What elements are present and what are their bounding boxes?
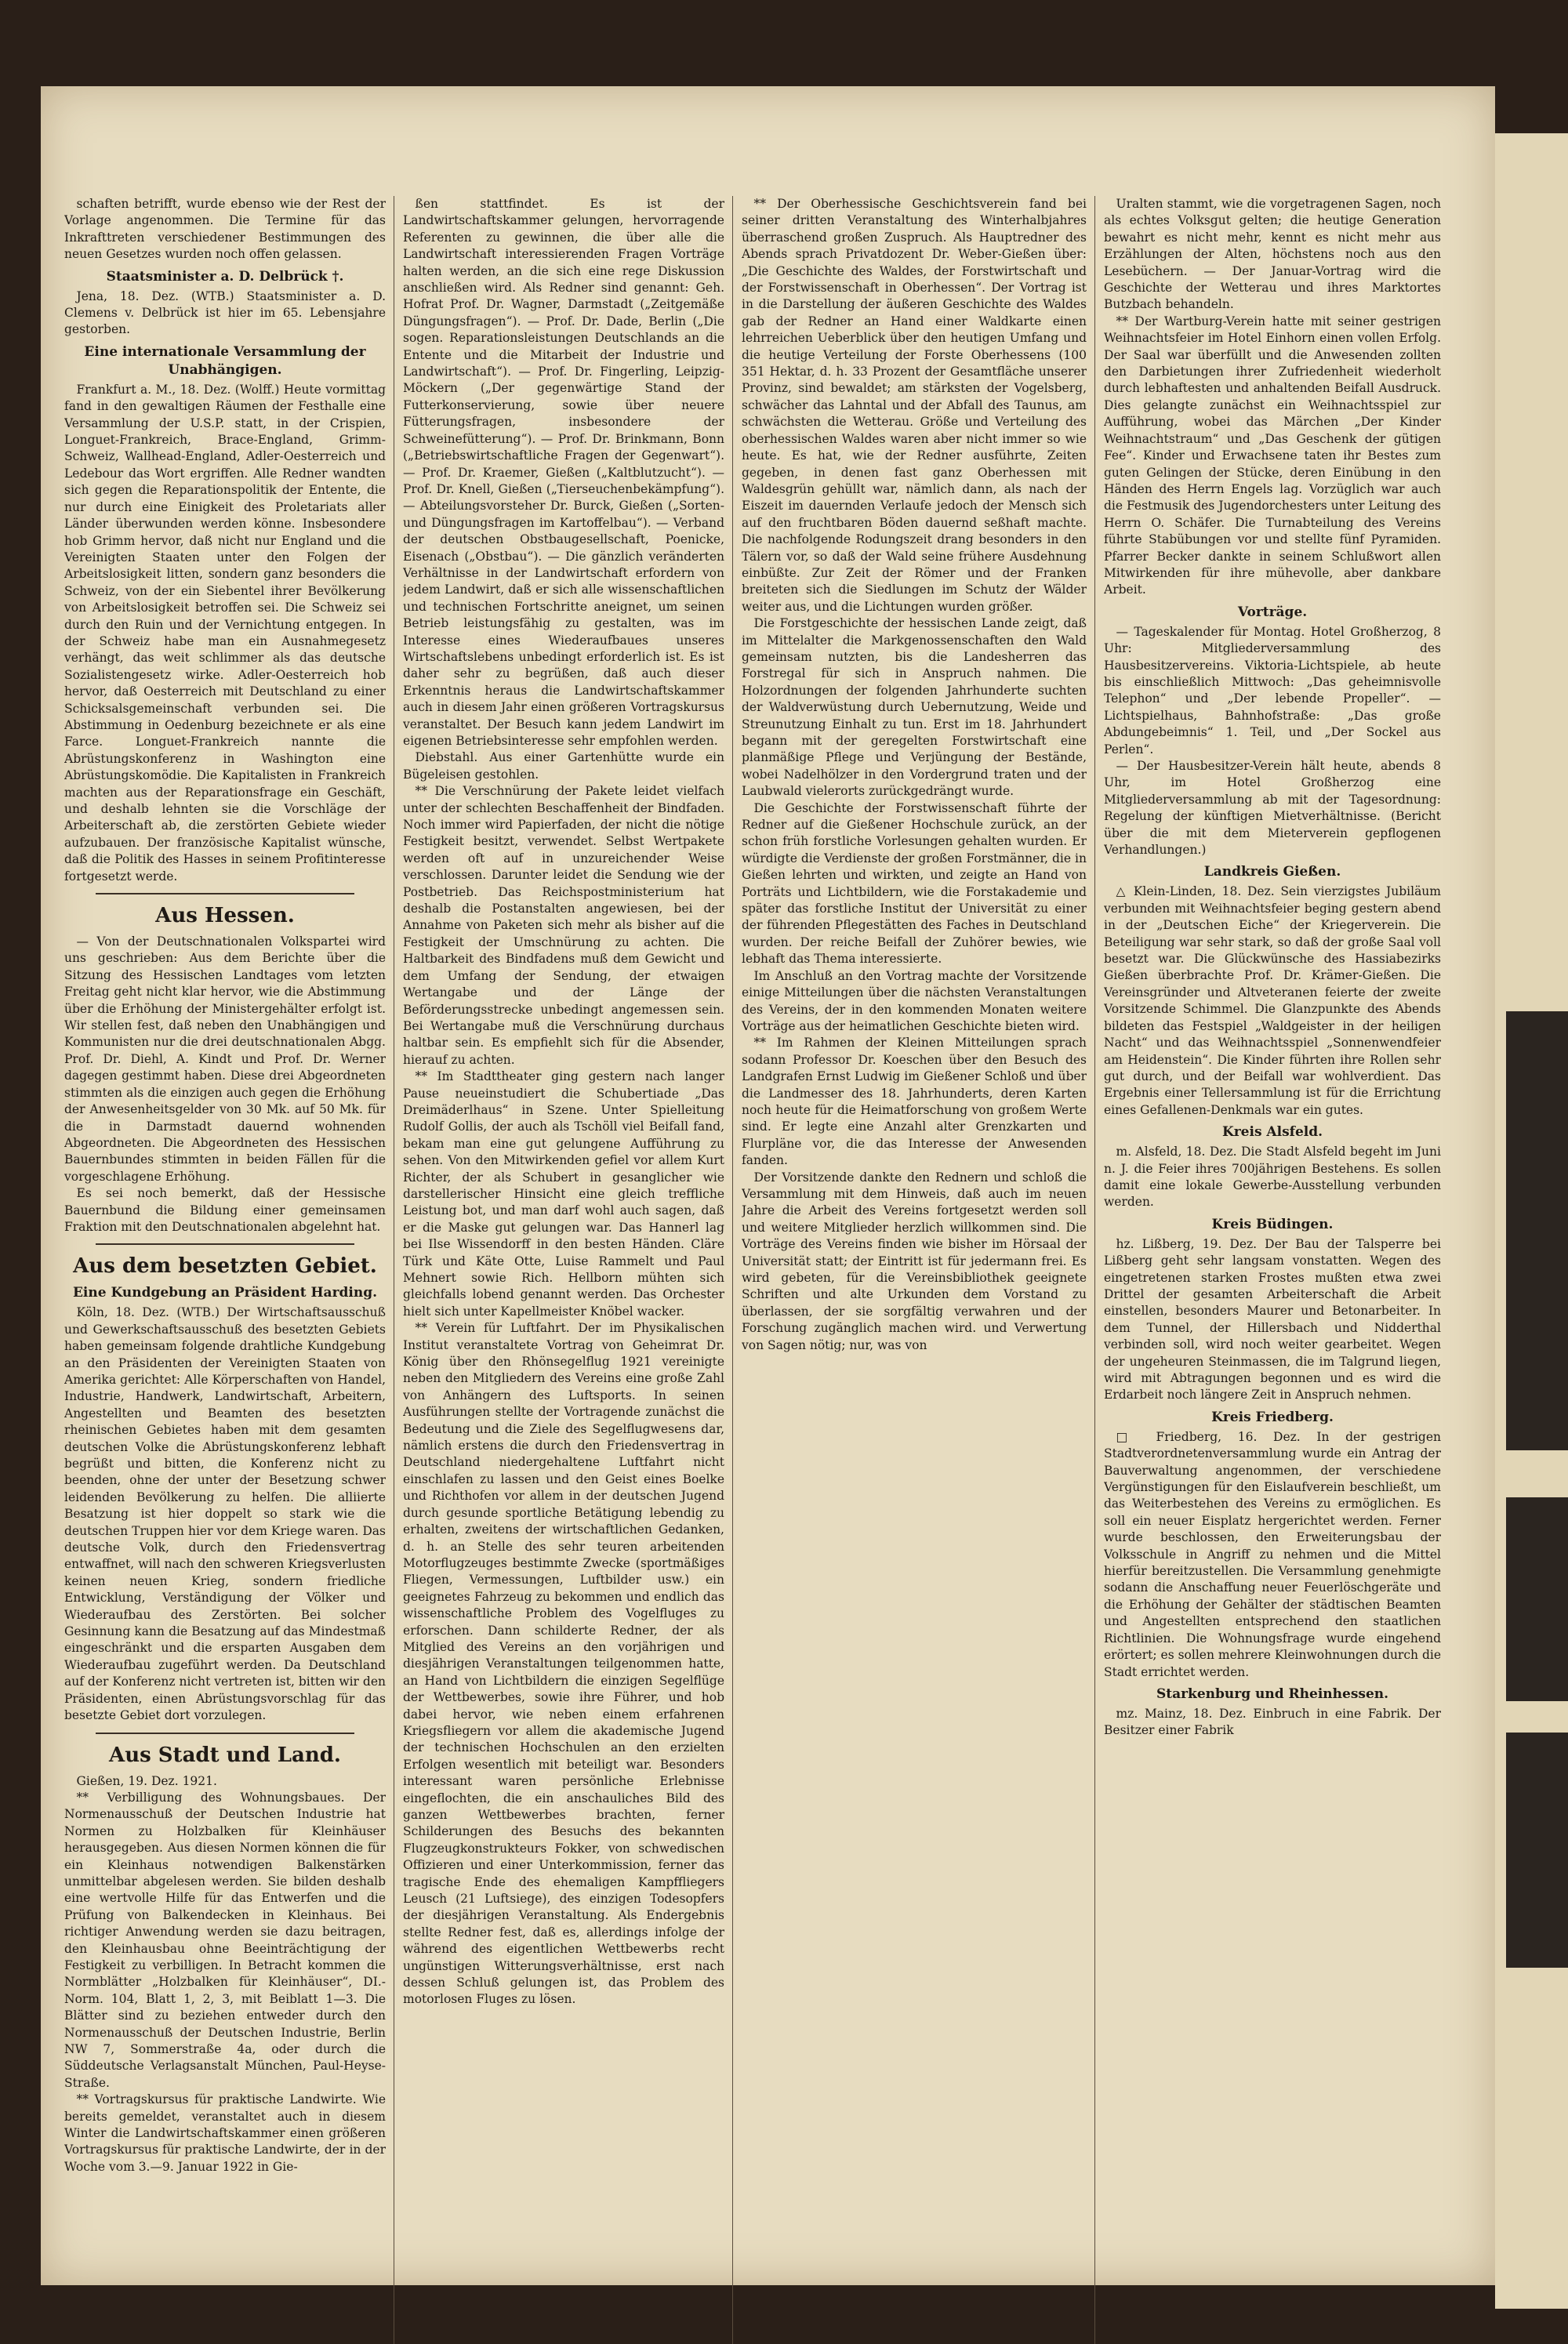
section-separator <box>96 1243 354 1245</box>
article-paragraph: mz. Mainz, 18. Dez. Einbruch in eine Fabrik. Der Besitzer einer Fabrik <box>1104 1706 1441 1738</box>
article-paragraph: ** Der Wartburg-Verein hatte mit seiner gestrigen Weihnachtsfeier im Hotel Einhorn einen vollen Erfolg. Der Saal war überfüllt und die Anwesenden zollten den Darbietungen ihrer Zufriedenheit wiederholt durch lebhaftesten und anhaltenden Beifall Ausdruck. Dies gelangte zunächst ein Weihnachtsspiel zur Aufführung, wobei das Märchen „Der Kinder Weihnachtstraum“ und „Das Geschenk der gütigen Fee“. Kinder und Erwachsene taten ihr Bestes zum guten Gelingen der Stücke, deren Einübung in den Händen des Herrn Engels lag. Vorzüglich war auch die Festmusik des Jugendorchesters unter Leitung des Herrn O. Schäfer. Die Turnabteilung des Vereins führte Stabübungen vor und stellte fünf Pyramiden. Pfarrer Becker dankte in seinem Schlußwort allen Mitwirkenden für ihre mühevolle, aber dankbare Arbeit. <box>1104 314 1441 597</box>
article-paragraph: □ Friedberg, 16. Dez. In der gestrigen Stadtverordnetenversammlung wurde ein Antrag der Bauverwaltung angenommen, der verschiedene Vergünstigungen für den Eislaufverein beschließt, um das Weiterbestehen des Vereins zu ermöglichen. Es soll ein neuer Eisplatz hergerichtet werden. Ferner wurde beschlossen, den Erweiterungsbau der Volksschule in Angriff zu nehmen und die Mittel hierfür bereitzustellen. Die Versammlung genehmigte sodann die Anschaffung neuer Feuerlöschgeräte und die Erhöhung der Gehälter der städtischen Beamten und Angestellten entsprechend den staatlichen Richtlinien. Die Wohnungsfrage wurde eingehend erörtert; es sollen mehrere Kleinwohnungen durch die Stadt errichtet werden. <box>1104 1429 1441 1679</box>
section-heading: Aus Hessen. <box>155 904 295 928</box>
section-heading: Aus Stadt und Land. <box>109 1743 341 1767</box>
article-paragraph: Köln, 18. Dez. (WTB.) Der Wirtschaftsausschuß und Gewerkschaftsausschuß des besetzten Gebiets haben gemeinsam folgende drahtliche Kundgebung an den Präsidenten der Vereinigten Staaten von Amerika gerichtet: Alle Körperschaften von Handel, Industrie, Handwerk, Landwirtschaft, Arbeitern, Angestellten und Beamten des besetzten rheinischen Gebietes haben mit dem gesamten deutschen Volke die Abrüstungskonferenz lebhaft begrüßt und bitten, die Konferenz nicht zu beenden, ohne der unter der Besetzung schwer leidenden Bevölkerung zu helfen. Die alliierte Besatzung ist hier doppelt so stark wie die deutschen Truppen hier vor dem Kriege waren. Das deutsche Volk, durch den Friedensvertrag entwaffnet, will nach den schweren Kriegsverlusten keinen neuen Krieg, sondern friedliche Entwicklung, Verständigung der Völker und Wiederaufbau des Zerstörten. Bei solcher Gesinnung kann die Besatzung auf das Mindestmaß eingeschränkt und die ersparten Ausgaben dem Wiederaufbau zugeführt werden. Da Deutschland auf der Konferenz nicht vertreten ist, bitten wir den Präsidenten, einen Abrüstungsvorschlag für das besetzte Gebiet dort vorzulegen. <box>64 1305 386 1723</box>
article-paragraph: ßen stattfindet. Es ist der Landwirtschaftskammer gelungen, hervorragende Referenten zu gewinnen, die über alle die Landwirtschaft interessierenden Fragen Vorträge halten werden, an die sich eine rege Diskussion anschließen wird. Als Redner sind genannt: Geh. Hofrat Prof. Dr. Wagner, Darmstadt („Zeitgemäße Düngungsfragen“). — Prof. Dr. Dade, Berlin („Die sogen. Reparationsleistungen Deutschlands an die Entente und die Mitarbeit der Industrie und Landwirtschaft“). — Prof. Dr. Fingerling, Leipzig-Möckern („Der gegenwärtige Stand der Futterkonservierung, sowie über neuere Fütterungsfragen, insbesondere der Schweinefütterung“). — Prof. Dr. Brinkmann, Bonn („Betriebswirtschaftliche Fragen der Gegenwart“). — Prof. Dr. Kraemer, Gießen („Kaltblutzucht“). — Prof. Dr. Knell, Gießen („Tierseuchenbekämpfung“). — Abteilungsvorsteher Dr. Burck, Gießen („Sorten- und Düngungsfragen im Kartoffelbau“). — Verband der deutschen Obstbaugesellschaft, Poenicke, Eisenach („Obstbau“). — Die gänzlich veränderten Verhältnisse in der Landwirtschaft erfordern von jedem Landwirt, daß er sich alle wissenschaftlichen und technischen Fortschritte aneignet, um seinen Betrieb leistungsfähig zu gestalten, was im Interesse eines Wiederaufbaues unseres Wirtschaftslebens unbedingt erforderlich ist. Es ist daher sehr zu begrüßen, daß auch dieser Erkenntnis heraus die Landwirtschaftskammer auch in diesem Jahr einen größeren Vortragskursus veranstaltet. Der Besuch kann jedem Landwirt im eigenen Betriebsinteresse sehr empfohlen werden. <box>403 197 724 748</box>
article-heading: Starkenburg und Rheinhessen. <box>1156 1685 1389 1702</box>
article-paragraph: ** Der Oberhessische Geschichtsverein fand bei seiner dritten Veranstaltung des Winterhalbjahres überraschend großen Zuspruch. Als Hauptredner des Abends sprach Privatdozent Dr. Weber-Gießen über: „Die Geschichte des Waldes, der Forstwirtschaft und der Forstwissenschaft in Oberhessen“. Der Vortrag ist in die Darstellung der äußeren Geschichte des Waldes gab der Redner an Hand einer Waldkarte einen lehrreichen Ueberblick über den heutigen Umfang und die heutige Verteilung der Forste Oberhessens (100 351 Hektar, d. h. 33 Prozent der Gesamtfläche unserer Provinz, sind bewaldet; am stärksten der Vogelsberg, schwächer das Lahntal und der Abfall des Taunus, am schwächsten die Wetterau. Größe und Verteilung des oberhessischen Waldes waren aber nicht immer so wie heute. Es hat, wie der Redner ausführte, Zeiten gegeben, in denen fast ganz Oberhessen mit Waldesgrün gehüllt war, nämlich dann, als nach der Eiszeit im dauernden Verlaufe jedoch der Mensch sich auf den fruchtbaren Böden dauernd seßhaft machte. Die nachfolgende Rodungszeit drang besonders in den Tälern vor, so daß der Wald seine frühere Ausdehnung einbüßte. Zur Zeit der Römer und der Franken breiteten sich die Siedlungen im Schutz der Wälder weiter aus, und die Lichtungen wurden größer. <box>742 197 1087 614</box>
article-paragraph: △ Klein-Linden, 18. Dez. Sein vierzigstes Jubiläum verbunden mit Weihnachtsfeier beging gestern abend in der „Deutschen Eiche“ der Kriegerverein. Die Beteiligung war sehr stark, so daß der große Saal voll besetzt war. Die Glückwünsche des Hassiabezirks Gießen überbrachte Prof. Dr. Krämer-Gießen. Die Vereinsgründer und Altveteranen feierte der zweite Vorsitzende Schimmel. Die Glanzpunkte des Abends bildeten das Festspiel „Waldgeister in der heiligen Nacht“ und das Weihnachtsspiel „Sonnenwendfeier am Heidenstein“. Die Kinder führten ihre Rollen sehr gut durch, und der Beifall war wohlverdient. Das Ergebnis einer Tellersammlung ist für die Errichtung eines Gefallenen-Denkmals war ein gutes. <box>1104 884 1441 1117</box>
ad-block <box>1506 1497 1568 1701</box>
article-paragraph: ** Im Stadttheater ging gestern nach langer Pause neueinstudiert die Schubertiade „Das Dreimäderlhaus“ in Szene. Unter Spielleitung Rudolf Gollis, der auch als Tschöll viel Beifall fand, bekam man eine gut gelungene Aufführung zu sehen. Von den Mitwirkenden gefiel vor allem Kurt Richter, der als Schubert in gesanglicher wie darstellerischer Hinsicht eine gleich treffliche Leistung bot, und man darf wohl auch sagen, daß er die Maske gut gelungen war. Das Hannerl lag bei Ilse Wissendorff in den besten Händen. Cläre Türk und Käte Otte, Luise Rammelt und Paul Mehnert sowie Rich. Hellborn mühten sich gleichfalls lobend genannt werden. Das Orchester hielt sich unter Kapellmeister Knöbel wacker. <box>403 1069 724 1319</box>
article-heading: Staatsminister a. D. Delbrück †. <box>106 268 344 285</box>
article-paragraph: — Von der Deutschnationalen Volkspartei wird uns geschrieben: Aus dem Berichte über die Sitzung des Hessischen Landtages vom letzten Freitag geht nicht klar hervor, wie die Abstimmung über die Erhöhung der Ministergehälter erfolgt ist. Wir stellen fest, daß neben den Unabhängigen und Kommunisten nur die drei deutschnationalen Abgg. Prof. Dr. Diehl, A. Kindt und Prof. Dr. Werner dagegen gestimmt haben. Diese drei Abgeordneten stimmten als die einzigen auch gegen die Erhöhung der Anwesenheitsgelder von 30 Mk. auf 50 Mk. für die in Darmstadt dauernd wohnenden Abgeordneten. Die Abgeordneten des Hessischen Bauernbundes stimmten in beiden Fällen für die vorgeschlagene Erhöhung. <box>64 934 386 1184</box>
ad-block <box>1506 1733 1568 1968</box>
column-rule <box>1094 196 1095 2344</box>
article-paragraph: Die Geschichte der Forstwissenschaft führte der Redner auf die Gießener Hochschule zurück, an der schon früh forstliche Vorlesungen gehalten wurden. Er würdigte die Verdienste der großen Forstmänner, die in Gießen lehrten und wirkten, und zeigte an Hand von Porträts und Lichtbildern, wie die Forstakademie und später das forstliche Institut der Universität zu einer der führenden Pflegestätten des Faches in Deutschland wurden. Der reiche Beifall der Zuhörer bewies, wie lebhaft das Thema interessierte. <box>742 800 1087 967</box>
column-4 <box>1104 196 1441 2340</box>
section-separator <box>96 1733 354 1734</box>
article-heading: Eine internationale Versammlung der Unabhängigen. <box>84 343 366 378</box>
article-paragraph: Im Anschluß an den Vortrag machte der Vorsitzende einige Mitteilungen über die nächsten Veranstaltungen des Vereins, der in den kommenden Monaten weitere Vorträge aus der heimatlichen Geschichte bieten wird. <box>742 968 1087 1033</box>
article-paragraph: ** Die Verschnürung der Pakete leidet vielfach unter der schlechten Beschaffenheit der Bindfaden. Noch immer wird Papierfaden, der nicht die nötige Festigkeit besitzt, verwendet. Selbst Wertpakete werden oft auf in unzureichender Weise verschlossen. Darunter leidet die Sendung wie der Postbetrieb. Das Reichspostministerium hat deshalb die Postanstalten angewiesen, bei der Annahme von Paketen sich mehr als bisher auf die Festigkeit der Umschnürung zu achten. Die Haltbarkeit des Bindfadens muß dem Gewicht und dem Umfang der Sendung, der etwaigen Wertangabe und der Länge der Beförderungsstrecke unbedingt angemessen sein. Bei Wertangabe muß die Verschnürung durchaus haltbar sein. Es empfiehlt sich für die Absender, hierauf zu achten. <box>403 784 724 1067</box>
article-paragraph: — Der Hausbesitzer-Verein hält heute, abends 8 Uhr, im Hotel Großherzog eine Mitgliederversammlung ab mit der Tagesordnung: Regelung der künftigen Mietverhältnisse. (Bericht über die mit dem Mieterverein gepflogenen Verhandlungen.) <box>1104 759 1441 858</box>
ad-block <box>1506 1011 1568 1450</box>
column-3 <box>742 196 1087 2340</box>
column-rule <box>732 196 733 2344</box>
article-paragraph: Der Vorsitzende dankte den Rednern und schloß die Versammlung mit dem Hinweis, daß auch im neuen Jahre die Arbeit des Vereins fortgesetzt werden soll und weitere Mitglieder herzlich willkommen sind. Die Vorträge des Vereins finden wie bisher im Hörsaal der Universität statt; der Eintritt ist für jedermann frei. Es wird gebeten, für die Vereinsbibliothek geeignete Schriften und alte Urkunden dem Vorstand zu überlassen, der sie sorgfältig verwahren und der Forschung zugänglich machen wird. und Verwertung von Sagen nötig; nur, was von <box>742 1170 1087 1352</box>
article-paragraph: Die Forstgeschichte der hessischen Lande zeigt, daß im Mittelalter die Markgenossenschaften den Wald gemeinsam nutzten, bis die Landesherren das Forstregal für sich in Anspruch nahmen. Die Holzordnungen der folgenden Jahrhunderte suchten der Waldverwüstung durch Uebernutzung, Weide und Streunutzung Einhalt zu tun. Erst im 18. Jahrhundert begann mit der geregelten Forstwirtschaft eine planmäßige Pflege und Verjüngung der Bestände, wobei Nadelhölzer in den Vordergrund traten und der Laubwald vielerorts zurückgedrängt wurde. <box>742 616 1087 799</box>
column-1 <box>64 196 386 2340</box>
article-paragraph: Es sei noch bemerkt, daß der Hessische Bauernbund die Bildung einer gemeinsamen Fraktion mit den Deutschnationalen abgelehnt hat. <box>64 1186 386 1234</box>
article-paragraph: Frankfurt a. M., 18. Dez. (Wolff.) Heute vormittag fand in den gewaltigen Räumen der Festhalle eine Versammlung der U.S.P. statt, in der Crispien, Longuet-Frankreich, Brace-England, Grimm-Schweiz, Wallhead-England, Adler-Oesterreich und Ledebour das Wort ergriffen. Alle Redner wandten sich gegen die Reparationspolitik der Entente, die nur durch eine Einigkeit des Proletariats aller Länder überwunden werden könne. Insbesondere hob Grimm hervor, daß nicht nur England und die Vereinigten Staaten unter den Folgen der Arbeitslosigkeit litten, sondern ganz besonders die Schweiz, von der ein Siebentel ihrer Bevölkerung von Arbeitslosigkeit betroffen sei. Die Schweiz sei durch den Ruin und der Vernichtung entgegen. In der Schweiz habe man ein Ausnahmegesetz verhängt, das weit schlimmer als das deutsche Sozialistengesetz wirke. Adler-Oesterreich hob hervor, daß Oesterreich mit Deutschland zu einer Schicksalsgemeinschaft verbunden sei. Die Abstimmung in Oedenburg bezeichnete er als eine Farce. Longuet-Frankreich nannte die Abrüstungskonferenz in Washington eine Abrüstungskomödie. Die Kapitalisten in Frankreich machten aus der Reparationsfrage ein Geschäft, und deshalb lehnten sie die Vorschläge der Arbeiterschaft ab, die zerstörten Gebiete wieder aufzubauen. Der französische Kapitalist wünsche, daß die Politik des Hasses in seinem Profitinteresse fortgesetzt werde. <box>64 382 386 884</box>
article-paragraph: ** Im Rahmen der Kleinen Mitteilungen sprach sodann Professor Dr. Koeschen über den Besuch des Landgrafen Ernst Ludwig im Gießener Schloß und über die Landmesser des 18. Jahrhunderts, deren Karten noch heute für die Heimatforschung von großem Werte sind. Er legte eine Anzahl alter Grenzkarten und Flurpläne vor, die das Interesse der Anwesenden fanden. <box>742 1036 1087 1168</box>
section-heading: Aus dem besetzten Gebiet. <box>73 1254 377 1279</box>
article-heading: Kreis Büdingen. <box>1211 1216 1334 1232</box>
article-paragraph: Uralten stammt, wie die vorgetragenen Sagen, noch als echtes Volksgut gelten; die heutige Generation bewahrt es nicht mehr, kennt es nicht mehr aus Erzählungen der Alten, höchstens noch aus den Lesebüchern. — Der Januar-Vortrag wird die Geschichte der Wetterau und ihres Marktortes Butzbach behandeln. <box>1104 197 1441 312</box>
article-heading: Kreis Friedberg. <box>1211 1409 1334 1425</box>
article-paragraph: — Tageskalender für Montag. Hotel Großherzog, 8 Uhr: Mitgliederversammlung des Hausbesitzervereins. Viktoria-Lichtspiele, ab heute bis einschließlich Mittwoch: „Das geheimnisvolle Telephon“ und „Der lebende Propeller“. — Lichtspielhaus, Bahnhofstraße: „Das große Abdungebeimnis“ 1. Teil, und „Der Sockel aus Perlen“. <box>1104 624 1441 757</box>
article-heading: Vorträge. <box>1237 604 1308 620</box>
article-paragraph: ** Verein für Luftfahrt. Der im Physikalischen Institut veranstaltete Vortrag von Geheimrat Dr. König über den Rhönsegelflug 1921 vereinigte neben den Mitgliedern des Vereins eine große Zahl von Anhängern des Luftsports. In seinen Ausführungen stellte der Vortragende zunächst die Bedeutung und die Ziele des Segelflugwesens dar, nämlich erstens die durch den Friedensvertrag in Deutschland niedergehaltene Luftfahrt nicht einschlafen zu lassen und den Geist eines Boelke und Richthofen vor allem in der deutschen Jugend durch gesunde sportliche Betätigung lebendig zu erhalten, zweitens der wirtschaftlichen Gedanken, d. h. an Stelle des sehr teuren arbeitenden Motorflugzeuges bestimmte Zwecke (sportmäßiges Fliegen, Vermessungen, Luftbilder usw.) ein geeignetes Fahrzeug zu bekommen und endlich das wissenschaftliche Problem des Vogelfluges zu erforschen. Dann schilderte Redner, der als Mitglied des Vereins an den vorjährigen und diesjährigen Veranstaltungen teilgenommen hatte, an Hand von Lichtbildern die einzigen Segelflüge der Wettbewerbes, sowie ihre Führer, und hob dabei hervor, wie neben einem erfahrenen Kriegsfliegern vor allem die akademische Jugend der technischen Hochschulen an den erzielten Erfolgen wesentlich mit beteiligt war. Besonders interessant waren persönliche Erlebnisse eingeflochten, die ein anschauliches Bild des ganzen Wettbewerbes brachten, ferner Schilderungen des Besuchs des bekannten Flugzeugkonstrukteurs Fokker, von schwedischen Offizieren und einer Unterkommission, ferner das tragische Ende des ehemaligen Kampffliegers Leusch (21 Luftsiege), des einzigen Todesopfers der diesjährigen Veranstaltung. Als Endergebnis stellte Redner fest, daß es, allerdings infolge der während des eigentlichen Wettbewerbs recht ungünstigen Witterungsverhältnisse, erst nach dessen Schluß gelungen ist, das Problem des motorlosen Fluges zu lösen. <box>403 1321 724 2007</box>
article-heading: Eine Kundgebung an Präsident Harding. <box>72 1285 378 1301</box>
article-paragraph: ** Verbilligung des Wohnungsbaues. Der Normenausschuß der Deutschen Industrie hat Normen zu Holzbalken für Kleinhäuser herausgegeben. Aus diesen Normen können die für ein Kleinhaus notwendigen Balkenstärken unmittelbar abgelesen werden. Sie bilden deshalb eine wertvolle Hilfe für das Entwerfen und die Prüfung von Balkendecken in Kleinhaus. Bei richtiger Anwendung werden sie dazu beitragen, den Kleinhausbau ohne Beeinträchtigung der Festigkeit zu verbilligen. In Betracht kommen die Normblätter „Holzbalken für Kleinhäuser“, DI.-Norm. 104, Blatt 1, 2, 3, mit Beiblatt 1—3. Die Blätter sind zu beziehen entweder durch den Normenausschuß der Deutschen Industrie, Berlin NW 7, Sommerstraße 4a, oder durch die Süddeutsche Verlagsanstalt München, Paul-Heyse-Straße. <box>64 1790 386 2090</box>
article-paragraph: Gießen, 19. Dez. 1921. <box>76 1773 217 1788</box>
article-paragraph: hz. Lißberg, 19. Dez. Der Bau der Talsperre bei Lißberg geht sehr langsam vonstatten. Wegen des eingetretenen starken Frostes mußten etwa zwei Drittel der gesamten Arbeiterschaft die Arbeit einstellen, besonders Maurer und Betonarbeiter. In dem Tunnel, der Hillersbach und Nidderthal verbinden soll, wird noch weiter gearbeitet. Wegen der ungeheuren Steinmassen, die im Talgrund liegen, wird mit Abtragungen begonnen und es wird die Erdarbeit noch längere Zeit in Anspruch nehmen. <box>1104 1236 1441 1402</box>
adjacent-page-edge <box>1495 133 1568 2309</box>
article-paragraph: Diebstahl. Aus einer Gartenhütte wurde ein Bügeleisen gestohlen. <box>403 750 724 782</box>
article-heading: Landkreis Gießen. <box>1203 864 1341 880</box>
article-paragraph: m. Alsfeld, 18. Dez. Die Stadt Alsfeld begeht im Juni n. J. die Feier ihres 700jährigen Bestehens. Es sollen damit eine lokale Gewerbe-Ausstellung verbunden werden. <box>1104 1145 1441 1210</box>
newspaper-page <box>41 86 1495 2285</box>
column-2 <box>403 196 724 2340</box>
article-heading: Kreis Alsfeld. <box>1221 1124 1323 1141</box>
article-paragraph: ** Vortragskursus für praktische Landwirte. Wie bereits gemeldet, veranstaltet auch in diesem Winter die Landwirtschaftskammer einen größeren Vortragskursus für praktische Landwirte, der in der Woche vom 3.—9. Januar 1922 in Gie- <box>64 2092 386 2174</box>
article-paragraph: Jena, 18. Dez. (WTB.) Staatsminister a. D. Clemens v. Delbrück ist hier im 65. Lebensjahre gestorben. <box>64 288 386 337</box>
section-separator <box>96 893 354 894</box>
article-paragraph: schaften betrifft, wurde ebenso wie der Rest der Vorlage angenommen. Die Termine für das Inkrafttreten verschiedener Bestimmungen des neuen Gesetzes wurden noch offen gelassen. <box>64 197 386 262</box>
